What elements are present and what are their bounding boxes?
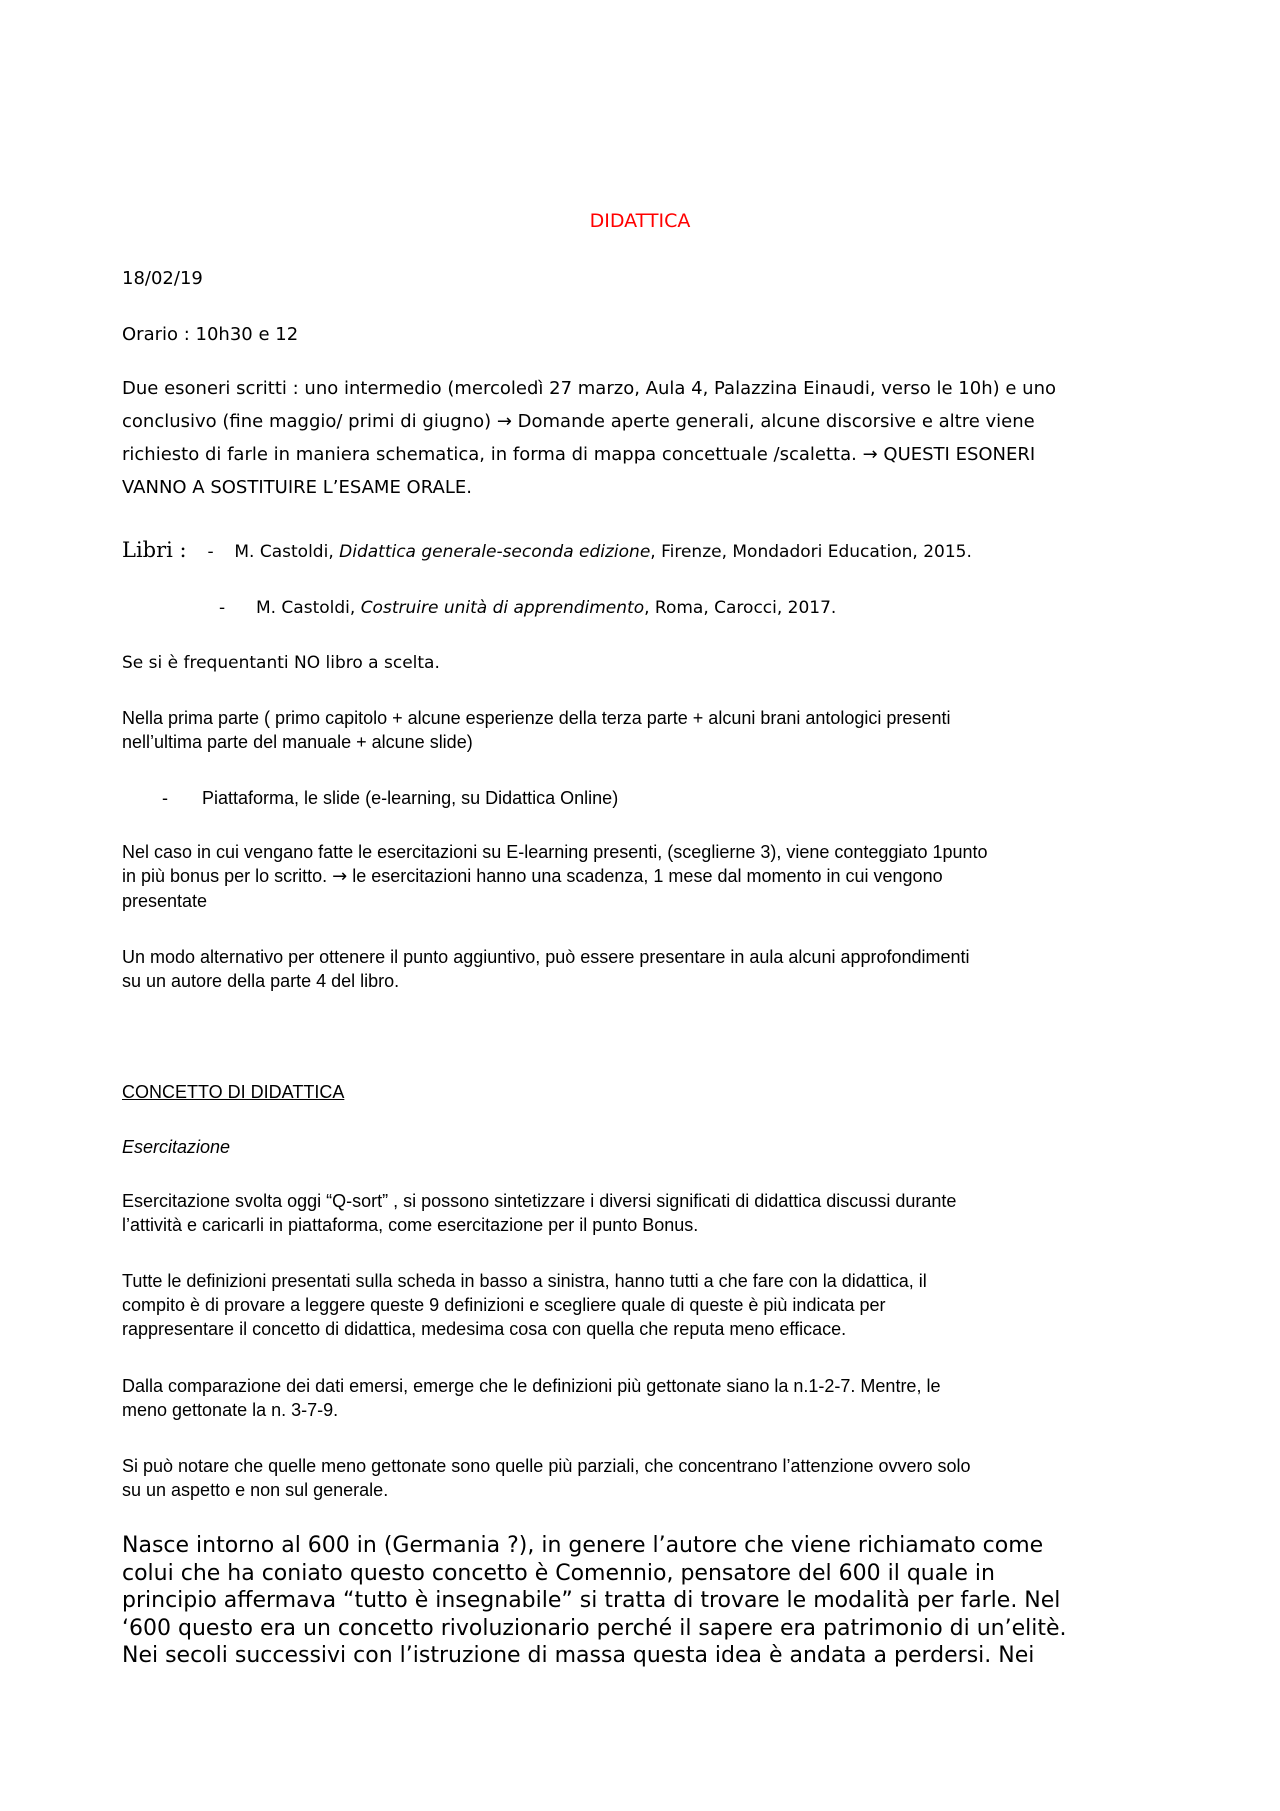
list-dash: - — [162, 788, 168, 808]
libri-line-1: Libri : - M. Castoldi, Didattica generale-seconda edizione, Firenze, Mondadori Education, 2015. — [122, 538, 972, 562]
esoneri-line-2: conclusivo (fine maggio/ primi di giugno) → Domande aperte generali, alcune discorsive e altre viene — [122, 411, 1035, 432]
esoneri-line-1: Due esoneri scritti : uno intermedio (mercoledì 27 marzo, Aula 4, Palazzina Einaudi, verso le 10h) e uno — [122, 378, 1056, 399]
book-title: Didattica generale-seconda edizione — [339, 542, 651, 562]
alternativo-paragraph: Un modo alternativo per ottenere il punto aggiuntivo, può essere presentare in aula alcuni approfondimenti su un autore della parte 4 del libro. — [122, 947, 970, 991]
esoneri-line-3: richiesto di farle in maniera schematica, in forma di mappa concettuale /scaletta. → QUESTI ESONERI — [122, 444, 1036, 465]
piattaforma-list-item: - Piattaforma, le slide (e-learning, su Didattica Online) — [162, 788, 619, 808]
document-title: DIDATTICA — [589, 210, 691, 232]
libri-label: Libri : — [122, 538, 187, 562]
parziali-paragraph: Si può notare che quelle meno gettonate sono quelle più parziali, che concentrano l’attenzione ovvero solo su un aspetto e non sul generale. — [122, 1456, 971, 1500]
subheading: Esercitazione — [122, 1137, 231, 1157]
definizioni-paragraph: Tutte le definizioni presentati sulla scheda in basso a sinistra, hanno tutti a che fare con la didattica, il compito è di provare a leggere queste 9 definizioni e scegliere quale di queste è più indicata per rappresentare il concetto di didattica, medesima cosa con quella che reputa meno efficace. — [122, 1271, 927, 1339]
arrow-icon: → — [332, 866, 348, 887]
orario: Orario : 10h30 e 12 — [122, 324, 299, 345]
date: 18/02/19 — [122, 268, 203, 289]
arrow-icon: → — [496, 411, 512, 432]
list-dash: - — [219, 598, 226, 618]
qsort-paragraph: Esercitazione svolta oggi “Q-sort” , si possono sintetizzare i diversi significati di didattica discussi durante l’attività e caricarli in piattaforma, come esercitazione per il punto Bonus. — [122, 1191, 957, 1235]
list-dash: - — [207, 542, 214, 562]
frequentanti-note: Se si è frequentanti NO libro a scelta. — [122, 653, 440, 673]
elearning-paragraph: Nel caso in cui vengano fatte le esercitazioni su E-learning presenti, (sceglierne 3), viene conteggiato 1punto in più bonus per lo scritto. → le esercitazioni hanno una scadenza, 1 mese dal momento in cui vengono presentate — [122, 842, 988, 911]
libri-line-2: - M. Castoldi, Costruire unità di apprendimento, Roma, Carocci, 2017. — [219, 598, 837, 618]
arrow-icon: → — [862, 444, 878, 465]
esoneri-paragraph — [122, 372, 1056, 504]
nasce-paragraph: Nasce intorno al 600 in (Germania ?), in genere l’autore che viene richiamato come colui che ha coniato questo concetto è Comennio, pensatore del 600 il quale in principio affermava “tutto è insegnabile” si tratta di trovare le modalità per farle. Nel ‘600 questo era un concetto rivoluzionario perché il sapere era patrimonio di un’elitè. Nei secoli successivi con l’istruzione di massa questa idea è andata a perdersi. Nei — [122, 1533, 1067, 1668]
esoneri-line-4: VANNO A SOSTITUIRE L’ESAME ORALE. — [122, 477, 472, 498]
book-title: Costruire unità di apprendimento — [360, 598, 645, 618]
section-heading: CONCETTO DI DIDATTICA — [122, 1082, 345, 1102]
prima-parte-paragraph: Nella prima parte ( primo capitolo + alcune esperienze della terza parte + alcuni brani antologici presenti nell’ultima parte del manuale + alcune slide) — [122, 708, 951, 752]
comparazione-paragraph: Dalla comparazione dei dati emersi, emerge che le definizioni più gettonate siano la n.1-2-7. Mentre, le meno gettonate la n. 3-7-9. — [122, 1376, 941, 1420]
